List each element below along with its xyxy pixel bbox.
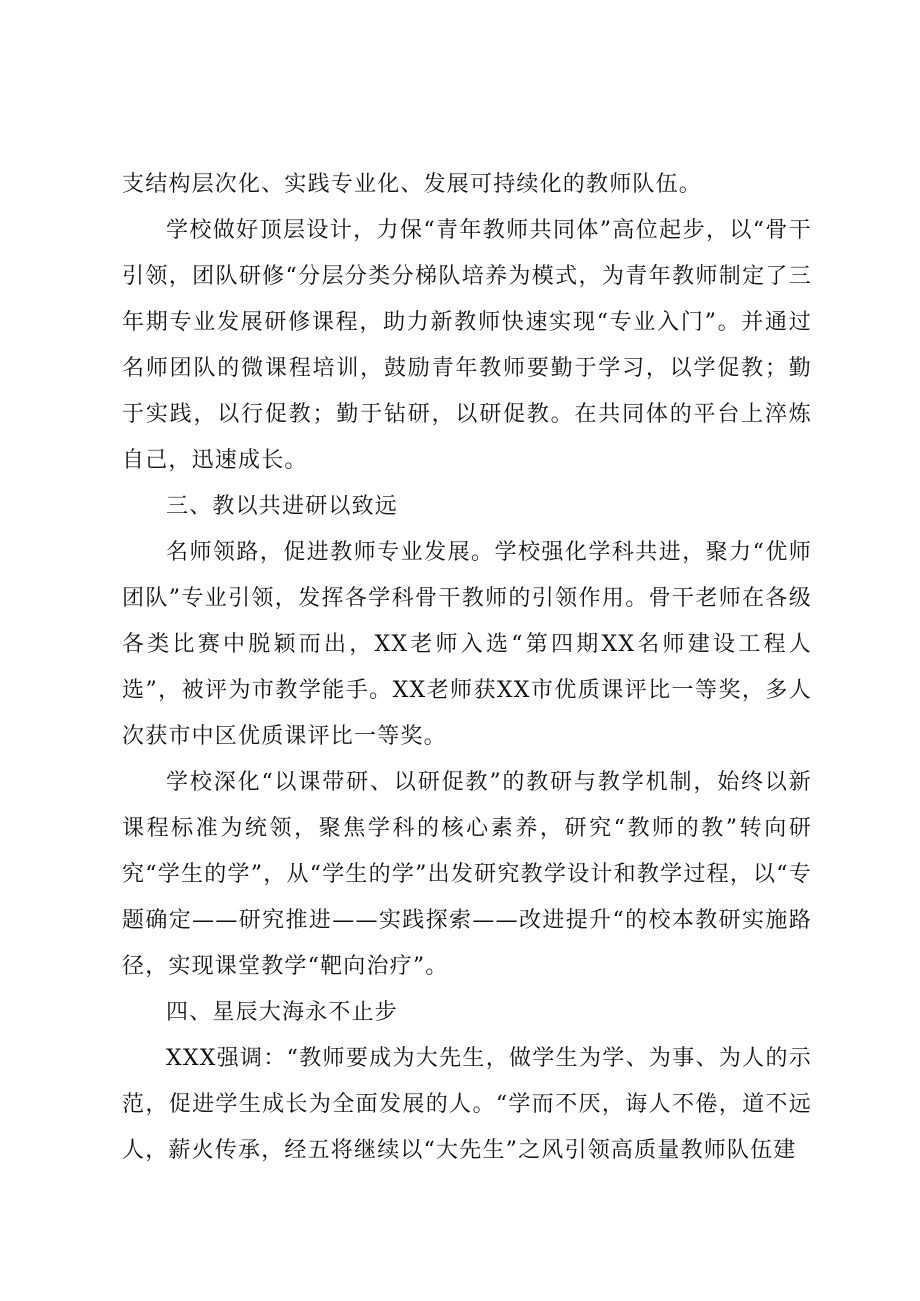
section-heading-four: 四、星辰大海永不止步 bbox=[166, 1000, 399, 1025]
paragraph-famous-teachers: 名师领路，促进教师专业发展。学校强化学科共进，聚力“优师团队”专业引领，发挥各学科骨干教师的引领作用。骨干老师在各级各类比赛中脱颖而出，XX老师入选“第四期XX名师建设工程人选”，被评为市教学能手。XX老师获XX市优质课评比一等奖，多人次获市中区优质课评比一等奖。 bbox=[122, 540, 812, 749]
paragraph-teaching-research: 学校深化“以课带研、以研促教”的教研与教学机制，始终以新课程标准为统领，聚焦学科的核心素养，研究“教师的教”转向研究“学生的学”，从“学生的学”出发研究教学设计和教学过程，以“专题确定——研究推进——实践探索——改进提升“的校本教研实施路径，实现课堂教学“靶向治疗”。 bbox=[122, 770, 812, 979]
paragraph-great-teacher: XXX强调：“教师要成为大先生，做学生为学、为事、为人的示范，促进学生成长为全面发展的人。“学而不厌，诲人不倦，道不远人，薪火传承，经五将继续以“大先生”之风引领高质量教师队伍建 bbox=[122, 1046, 812, 1163]
paragraph-youth-teacher-community: 学校做好顶层设计，力保“青年教师共同体”高位起步，以“骨干引领，团队研修“分层分类分梯队培养为模式，为青年教师制定了三年期专业发展研修课程，助力新教师快速实现“专业入门”。并通过名师团队的微课程培训，鼓励青年教师要勤于学习，以学促教；勤于实践，以行促教；勤于钻研，以研促教。在共同体的平台上淬炼自己，迅速成长。 bbox=[122, 218, 812, 473]
paragraph-continuation: 支结构层次化、实践专业化、发展可持续化的教师队伍。 bbox=[122, 172, 703, 197]
section-heading-three: 三、教以共进研以致远 bbox=[166, 494, 399, 519]
document-body bbox=[122, 162, 812, 1174]
